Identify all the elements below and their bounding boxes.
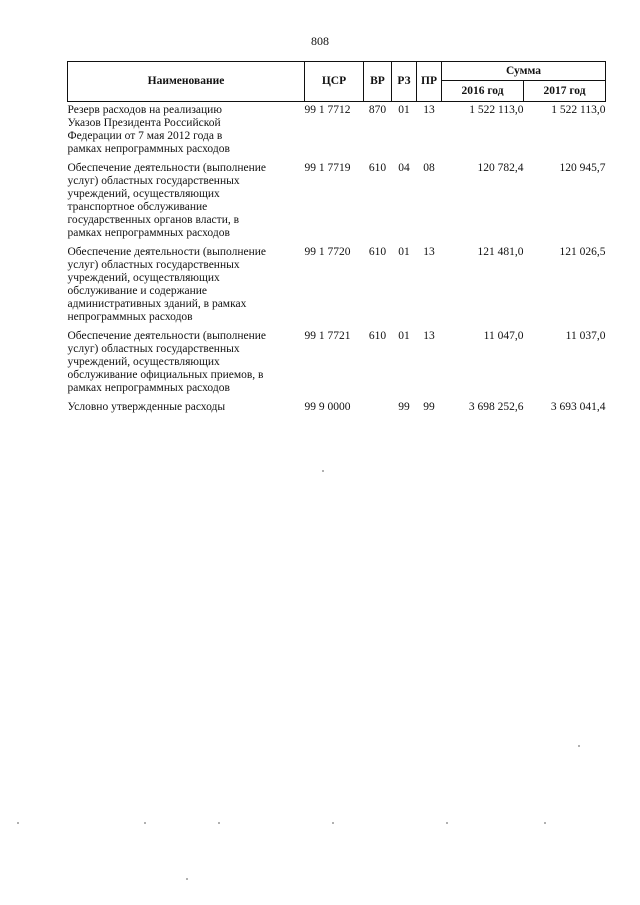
row-vr: 870 — [368, 104, 387, 116]
row-pr: 13 — [423, 330, 435, 342]
row-name-line: Федерации от 7 мая 2012 года в — [67, 130, 223, 142]
row-sum-2017: 3 693 041,4 — [550, 401, 606, 413]
row-name-line: Обеспечение деятельности (выполнение — [67, 246, 267, 258]
row-sum-2017: 121 026,5 — [559, 246, 606, 258]
row-name — [68, 104, 305, 156]
row-name-line: обслуживание официальных приемов, в — [67, 369, 264, 381]
row-name-line: административных зданий, в рамках — [67, 298, 247, 310]
row-name — [68, 401, 305, 414]
row-rz: 01 — [398, 330, 410, 342]
row-name-line: услуг) областных государственных — [67, 175, 240, 187]
row-rz: 99 — [398, 401, 410, 413]
row-name — [68, 330, 305, 395]
row-sum-2016: 1 522 113,0 — [469, 104, 524, 116]
row-name — [68, 162, 305, 240]
table-body — [68, 102, 606, 415]
page-number: 808 — [311, 34, 329, 48]
row-pr: 13 — [423, 246, 435, 258]
row-sum-2016: 121 481,0 — [477, 246, 524, 258]
row-sum-2016: 120 782,4 — [477, 162, 524, 174]
row-pr: 08 — [423, 162, 435, 174]
row-name-line: учреждений, осуществляющих — [67, 356, 220, 368]
table-row — [68, 162, 606, 240]
row-name — [68, 246, 305, 324]
table-header — [68, 62, 606, 102]
header-vr: ВР — [364, 62, 392, 102]
table-row — [68, 401, 606, 414]
row-csr: 99 1 7720 — [304, 246, 351, 258]
row-rz: 04 — [398, 162, 410, 174]
row-rz: 01 — [398, 104, 410, 116]
row-sum-2016: 3 698 252,6 — [468, 401, 524, 413]
row-sum-2016: 11 047,0 — [483, 330, 524, 342]
row-csr: 99 1 7721 — [304, 330, 351, 342]
row-sum-2017: 1 522 113,0 — [551, 104, 606, 116]
row-name-line: рамках непрограммных расходов — [67, 227, 230, 239]
row-csr: 99 1 7719 — [304, 162, 351, 174]
row-name-line: рамках непрограммных расходов — [67, 143, 230, 155]
header-year-2016: 2016 год — [442, 81, 524, 102]
row-name-line: услуг) областных государственных — [67, 343, 240, 355]
row-vr: 610 — [368, 246, 387, 258]
row-vr — [364, 401, 392, 414]
row-sum-2017: 11 037,0 — [565, 330, 606, 342]
row-name-line: учреждений, осуществляющих — [67, 188, 220, 200]
table-row — [68, 246, 606, 324]
row-name-line: обслуживание и содержание — [67, 285, 208, 297]
header-rz: РЗ — [392, 62, 417, 102]
header-pr: ПР — [417, 62, 442, 102]
row-name-line: услуг) областных государственных — [67, 259, 240, 271]
header-name: Наименование — [68, 62, 305, 102]
row-name-line: Условно утвержденные расходы — [67, 401, 226, 413]
header-year-2017: 2017 год — [524, 81, 606, 102]
row-name-line: Резерв расходов на реализацию — [67, 104, 222, 116]
row-csr: 99 1 7712 — [304, 104, 351, 116]
row-name-line: непрограммных расходов — [67, 311, 193, 323]
budget-table — [67, 61, 606, 414]
row-pr: 13 — [423, 104, 435, 116]
row-vr: 610 — [368, 330, 387, 342]
row-sum-2017: 120 945,7 — [559, 162, 606, 174]
row-name-line: транспортное обслуживание — [67, 201, 208, 213]
row-name-line: Указов Президента Российской — [67, 117, 221, 129]
row-csr: 99 9 0000 — [304, 401, 351, 413]
row-vr: 610 — [368, 162, 387, 174]
header-csr: ЦСР — [305, 62, 364, 102]
row-name-line: учреждений, осуществляющих — [67, 272, 220, 284]
row-name-line: Обеспечение деятельности (выполнение — [67, 162, 267, 174]
row-name-line: рамках непрограммных расходов — [67, 382, 230, 394]
table-row — [68, 104, 606, 156]
header-sum: Сумма — [442, 62, 606, 81]
row-name-line: Обеспечение деятельности (выполнение — [67, 330, 267, 342]
table-row — [68, 330, 606, 395]
row-name-line: государственных органов власти, в — [67, 214, 240, 226]
row-rz: 01 — [398, 246, 410, 258]
row-pr: 99 — [423, 401, 435, 413]
